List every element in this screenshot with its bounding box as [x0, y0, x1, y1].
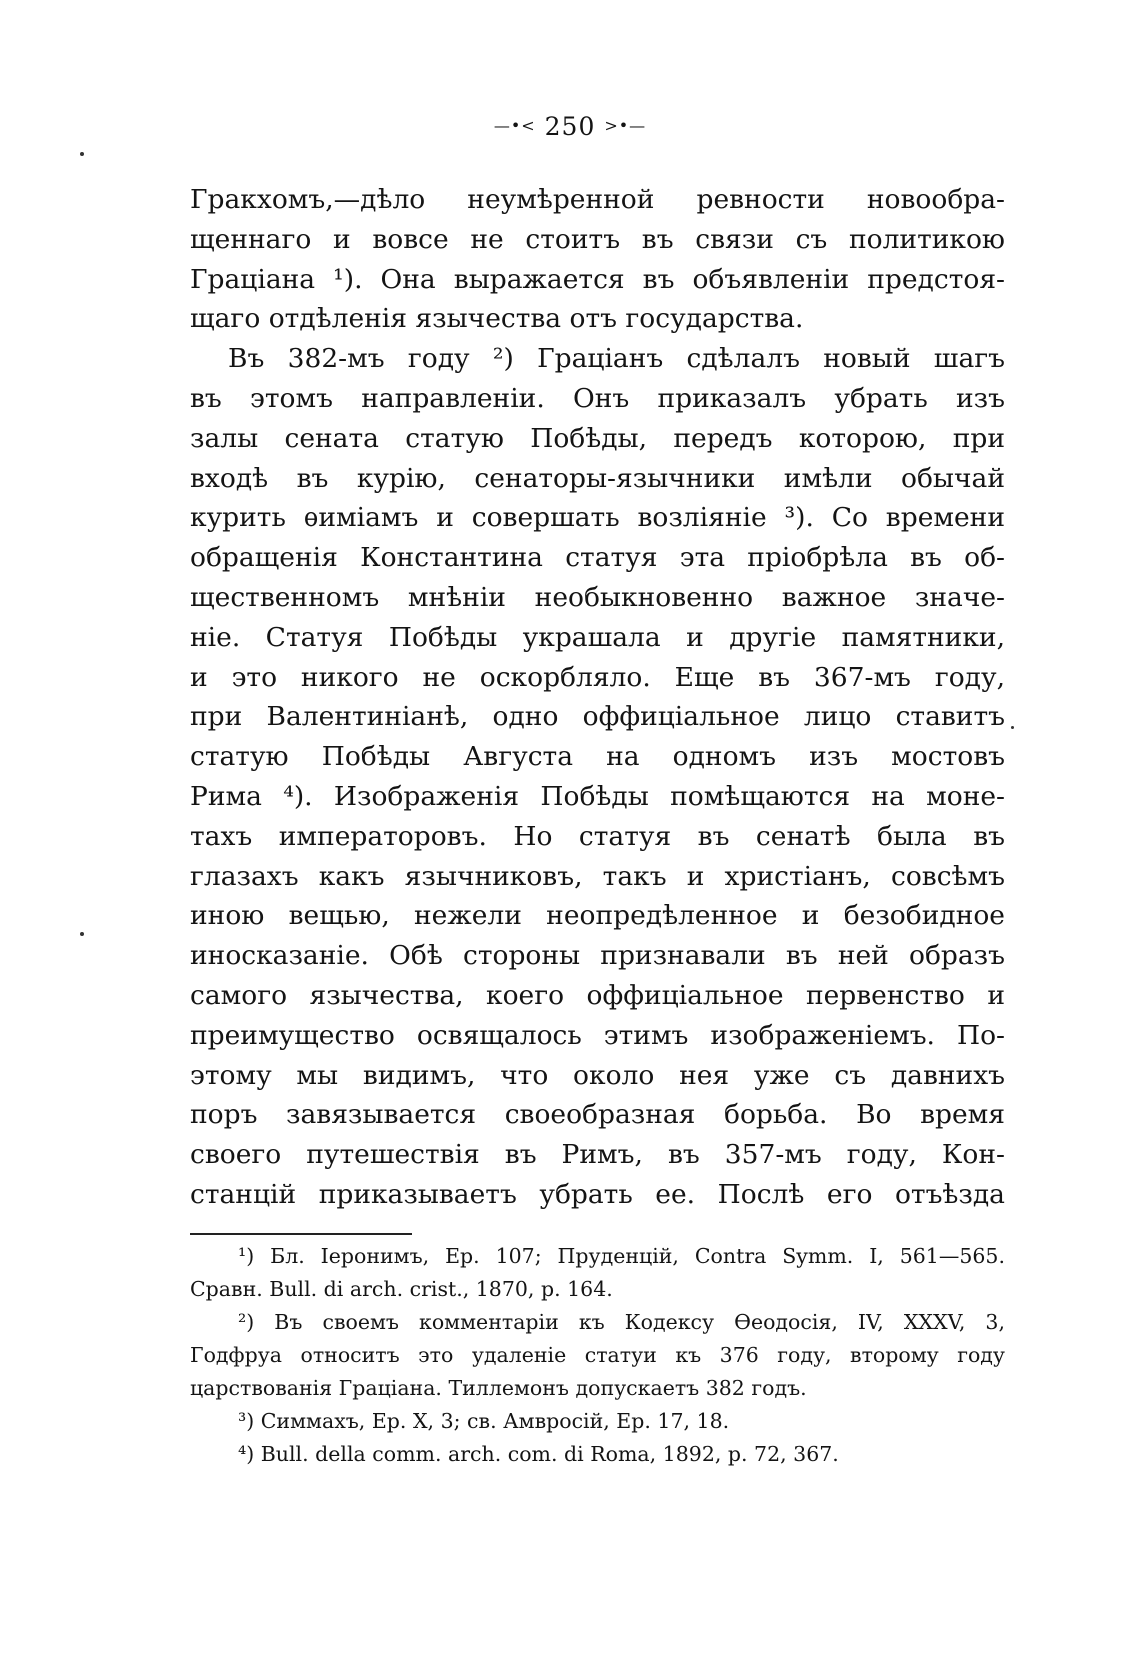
scan-speck [1011, 726, 1014, 729]
footnote-line [190, 1306, 1005, 1339]
footnote-line [190, 1405, 1005, 1438]
footnote-line-content: ⁴) Bull. della comm. arch. com. di Roma, 1892, p. 72, 367. [238, 1442, 839, 1466]
text-line-content: станцій приказываетъ убрать ее. Послѣ его отъѣзда [190, 1178, 1005, 1210]
text-line [190, 1056, 1005, 1096]
footnotes [190, 1240, 1005, 1471]
footnote-line [190, 1339, 1005, 1372]
right-ornament: >•— [604, 116, 647, 135]
footnote-line-content: Годфруа относитъ это удаленіе статуи къ 376 году, второму году [190, 1343, 1005, 1367]
footnote-line-content: ³) Симмахъ, Ep. X, 3; св. Амвросій, Ep. 17, 18. [238, 1409, 730, 1433]
footnote-line-content: Сравн. Bull. di arch. crist., 1870, p. 164. [190, 1277, 613, 1301]
text-line-content: преимущество освящалось этимъ изображеніемъ. По- [190, 1019, 1005, 1051]
text-line [190, 857, 1005, 897]
text-line-content: ніе. Статуя Побѣды украшала и другіе памятники, [190, 621, 1005, 653]
text-line [190, 498, 1005, 538]
text-line-content: тахъ императоровъ. Но статуя въ сенатѣ была въ [190, 820, 1005, 852]
text-line [190, 618, 1005, 658]
text-line [190, 658, 1005, 698]
text-line [190, 697, 1005, 737]
scan-speck [80, 932, 84, 936]
text-line-content: Граціана ¹). Она выражается въ объявленіи предстоя- [190, 263, 1005, 295]
text-line [190, 1016, 1005, 1056]
text-line [190, 379, 1005, 419]
scan-speck [80, 152, 84, 156]
left-ornament: —•< [493, 116, 536, 135]
text-line [190, 896, 1005, 936]
text-line-content: самого язычества, коего оффиціальное первенство и [190, 979, 1005, 1011]
text-line [190, 777, 1005, 817]
text-line-content: щеннаго и вовсе не стоитъ въ связи съ политикою [190, 223, 1005, 255]
text-line [190, 578, 1005, 618]
text-line-content: щаго отдѣленія язычества отъ государства. [190, 303, 804, 335]
text-line-content: поръ завязывается своеобразная борьба. Во время [190, 1099, 1005, 1131]
footnote-line [190, 1240, 1005, 1273]
text-line-content: входѣ въ курію, сенаторы-язычники имѣли обычай [190, 462, 1005, 494]
text-line [190, 1095, 1005, 1135]
text-line [190, 339, 1005, 379]
footnote-line [190, 1372, 1005, 1405]
text-line-content: иносказаніе. Обѣ стороны признавали въ ней образъ [190, 940, 1005, 972]
text-line-content: Рима ⁴). Изображенія Побѣды помѣщаются на моне- [190, 780, 1005, 812]
footnote-line [190, 1273, 1005, 1306]
text-line-content: иною вещью, нежели неопредѣленное и безобидное [190, 900, 1005, 932]
text-line [190, 817, 1005, 857]
page-header [0, 112, 1140, 141]
text-line [190, 737, 1005, 777]
text-line [190, 976, 1005, 1016]
text-line-content: статую Побѣды Августа на одномъ изъ мостовъ [190, 741, 1005, 773]
text-line [190, 180, 1005, 220]
text-line-content: Въ 382-мъ году ²) Граціанъ сдѣлалъ новый шагъ [228, 343, 1005, 375]
main-text [190, 180, 1005, 1215]
text-line [190, 260, 1005, 300]
footnote-line [190, 1438, 1005, 1471]
text-line-content: этому мы видимъ, что около нея уже съ давнихъ [190, 1059, 1005, 1091]
text-line [190, 538, 1005, 578]
text-line-content: курить ѳиміамъ и совершать возліяніе ³). Со времени [190, 502, 1005, 534]
text-line [190, 459, 1005, 499]
page-number: 250 [544, 112, 596, 141]
text-line-content: и это никого не оскорбляло. Еще въ 367-мъ году, [190, 661, 1005, 693]
text-line [190, 1135, 1005, 1175]
text-line [190, 299, 1005, 339]
footnote-line-content: царствованія Граціана. Тиллемонъ допускаетъ 382 годъ. [190, 1376, 807, 1400]
text-line-content: глазахъ какъ язычниковъ, такъ и христіанъ, совсѣмъ [190, 860, 1005, 892]
text-line-content: Гракхомъ,—дѣло неумѣренной ревности новообра- [190, 184, 1005, 215]
text-line [190, 936, 1005, 976]
text-line [190, 1175, 1005, 1215]
footnote-divider [190, 1233, 412, 1235]
text-line [190, 419, 1005, 459]
footnote-line-content: ²) Въ своемъ комментаріи къ Кодексу Ѳеодосія, IV, XXXV, 3, [238, 1310, 1005, 1334]
text-line-content: въ этомъ направленіи. Онъ приказалъ убрать изъ [190, 382, 1005, 414]
text-line-content: обращенія Константина статуя эта пріобрѣла въ об- [190, 542, 1005, 574]
text-line-content: залы сената статую Побѣды, передъ которою, при [190, 422, 1005, 454]
text-line-content: при Валентиніанѣ, одно оффиціальное лицо ставитъ [190, 701, 1005, 733]
footnote-line-content: ¹) Бл. Іеронимъ, Ep. 107; Пруденцій, Contra Symm. I, 561—565. [238, 1244, 1005, 1268]
text-line-content: щественномъ мнѣніи необыкновенно важное значе- [190, 581, 1005, 613]
text-line [190, 220, 1005, 260]
text-line-content: своего путешествія въ Римъ, въ 357-мъ году, Кон- [190, 1139, 1005, 1171]
